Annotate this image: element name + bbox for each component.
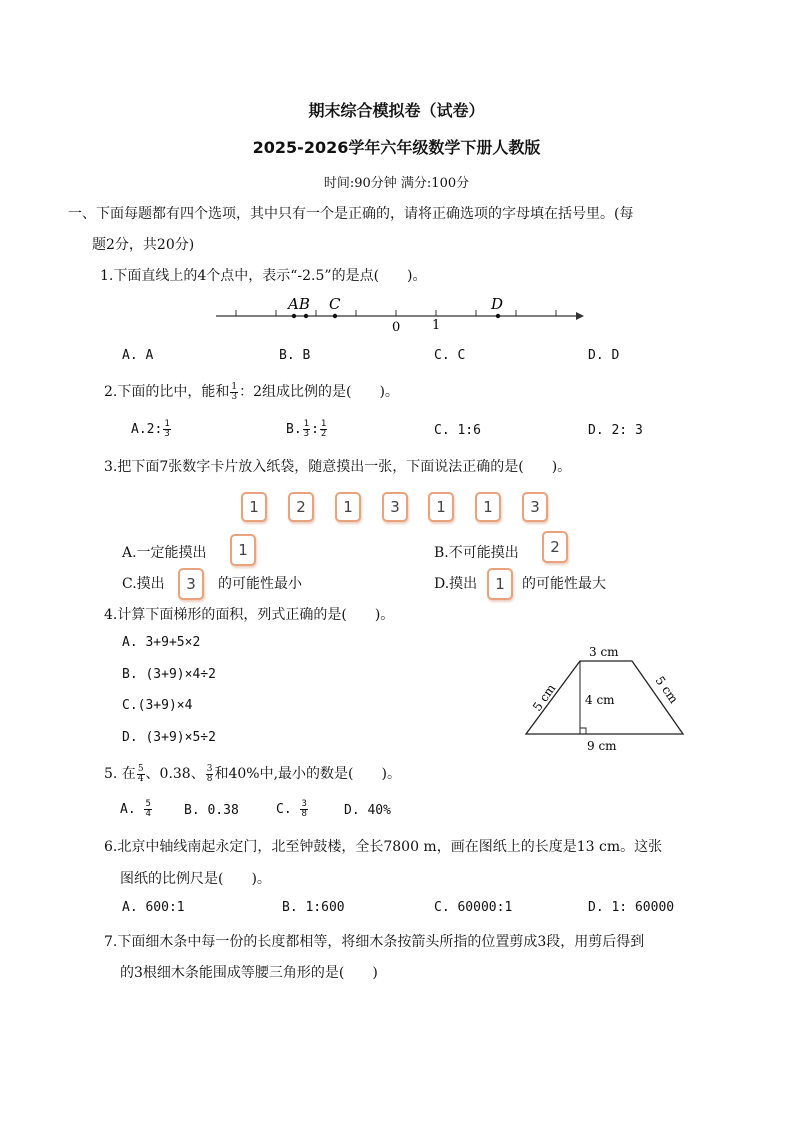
q2-option-c[interactable]: C. 1:6 <box>434 423 481 438</box>
number-card: 3 <box>178 568 204 600</box>
label-zero: 0 <box>392 320 401 334</box>
q1-option-c[interactable]: C. C <box>434 348 466 363</box>
q3-option-c[interactable]: C.摸出 <box>122 576 165 592</box>
page-title: 期末综合模拟卷（试卷） <box>308 101 485 120</box>
q5-option-c[interactable]: C. $\frac{3}{8}$ <box>276 799 307 819</box>
q1-number-line <box>210 292 590 334</box>
q4-option-a[interactable]: A. 3+9+5×2 <box>122 635 201 650</box>
point-d <box>496 314 500 318</box>
number-card: 1 <box>428 492 454 522</box>
q6-option-a[interactable]: A. 600:1 <box>122 900 185 915</box>
fraction: $\frac{1}{3}$ <box>231 381 238 402</box>
q7-stem: 7.下面细木条中每一份的长度都相等，将细木条按箭头所指的位置剪成3段，用剪后得到 <box>104 934 645 950</box>
q5-stem: 5. 在 $\frac{5}{4}$ 、0.38、 $\frac{3}{8}$ 和40%中,最小的数是( )。 <box>104 763 401 784</box>
number-card: 1 <box>335 492 361 522</box>
q1-option-d[interactable]: D. D <box>588 348 620 363</box>
number-card: 2 <box>288 492 314 522</box>
fraction: $\frac{1}{2}$ <box>320 419 327 439</box>
label-left: 5 cm <box>529 681 559 714</box>
q2-option-b[interactable]: B. $\frac{1}{3}$ : $\frac{1}{2}$ <box>286 419 327 439</box>
q6-stem: 6.北京中轴线南起永定门，北至钟鼓楼，全长7800 m，画在图纸上的长度是13 cm。这张 <box>104 839 663 855</box>
q5-option-a[interactable]: A. $\frac{5}{4}$ <box>120 799 151 819</box>
q6-option-c[interactable]: C. 60000:1 <box>434 900 513 915</box>
label-height: 4 cm <box>585 693 615 707</box>
number-card: 1 <box>241 492 267 522</box>
fraction: $\frac{3}{8}$ <box>206 763 213 784</box>
q3-option-a[interactable]: A.一定能摸出 <box>122 545 207 561</box>
q5-option-b[interactable]: B. 0.38 <box>184 803 239 818</box>
label-top: 3 cm <box>589 645 619 659</box>
arrow-icon <box>576 312 584 320</box>
q3-option-b[interactable]: B.不可能摸出 <box>434 545 519 561</box>
q3-option-d[interactable]: D.摸出 <box>434 576 478 592</box>
fraction: $\frac{1}{3}$ <box>164 419 170 439</box>
q4-option-d[interactable]: D. (3+9)×5÷2 <box>122 730 216 745</box>
number-card: 3 <box>382 492 408 522</box>
q1-option-b[interactable]: B. B <box>279 348 311 363</box>
label-d: D <box>491 295 504 313</box>
point-a <box>292 314 296 318</box>
point-b <box>304 314 308 318</box>
section-heading-cont: 题2分，共20分) <box>92 237 195 253</box>
q3-option-d-text: 的可能性最大 <box>522 576 606 592</box>
number-card: 1 <box>230 534 256 566</box>
fraction: $\frac{1}{3}$ <box>303 419 310 439</box>
q5-option-d[interactable]: D. 40% <box>344 803 391 818</box>
q1-option-a[interactable]: A. A <box>122 348 154 363</box>
number-card: 3 <box>522 492 548 522</box>
q7-stem-cont: 的3根细木条能围成等腰三角形的是( ) <box>120 965 378 981</box>
fraction: $\frac{5}{4}$ <box>137 763 144 784</box>
exam-meta: 时间:90分钟 满分:100分 <box>323 176 470 191</box>
q2-option-d[interactable]: D. 2: 3 <box>588 423 643 438</box>
number-card: 1 <box>475 492 501 522</box>
number-line-ticks <box>236 310 556 316</box>
fraction: $\frac{3}{8}$ <box>301 799 307 819</box>
q2-stem: 2.下面的比中，能和 $\frac{1}{3}$ ：2组成比例的是( )。 <box>104 381 399 402</box>
q4-stem: 4.计算下面梯形的面积，列式正确的是( )。 <box>104 607 395 623</box>
q1-stem: 1.下面直线上的4个点中，表示“-2.5”的是点( )。 <box>100 268 427 284</box>
q3-option-c-text: 的可能性最小 <box>218 576 302 592</box>
section-heading: 一、下面每题都有四个选项，其中只有一个是正确的，请将正确选项的字母填在括号里。(每 <box>68 206 634 222</box>
label-one: 1 <box>432 318 441 333</box>
fraction: $\frac{5}{4}$ <box>145 799 151 819</box>
number-card: 2 <box>542 531 568 563</box>
q4-trapezoid-figure <box>515 640 695 755</box>
label-ab: AB <box>288 295 310 313</box>
right-angle-mark <box>580 728 586 734</box>
q4-option-b[interactable]: B. (3+9)×4÷2 <box>122 667 216 682</box>
number-card: 1 <box>487 568 513 600</box>
page-subtitle: 2025-2026学年六年级数学下册人教版 <box>252 138 541 157</box>
q3-stem: 3.把下面7张数字卡片放入纸袋，随意摸出一张，下面说法正确的是( )。 <box>104 459 572 475</box>
point-c <box>333 314 337 318</box>
label-c: C <box>329 295 341 313</box>
q6-option-b[interactable]: B. 1:600 <box>282 900 345 915</box>
q2-option-a[interactable]: A.2: $\frac{1}{3}$ <box>131 419 170 439</box>
label-right: 5 cm <box>652 673 681 706</box>
q6-stem-cont: 图纸的比例尺是( )。 <box>120 871 271 887</box>
q6-option-d[interactable]: D. 1: 60000 <box>588 900 675 915</box>
q4-option-c[interactable]: C.(3+9)×4 <box>122 698 193 713</box>
label-bottom: 9 cm <box>587 739 617 753</box>
